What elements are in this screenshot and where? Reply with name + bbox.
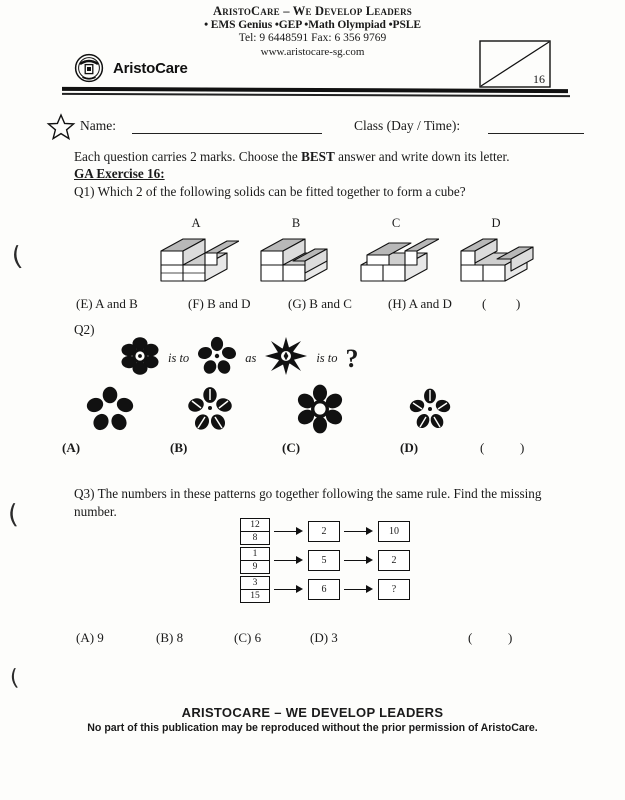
q3-option-b[interactable]: (B) 8 — [156, 630, 184, 645]
figure-letter: C — [391, 216, 401, 230]
figure-letter: D — [491, 216, 501, 230]
q2-option-a[interactable]: (A) — [62, 440, 81, 455]
pattern-input-stack — [240, 576, 270, 603]
pattern-bottom-value: 15 — [250, 590, 260, 601]
class-input-blank[interactable] — [488, 133, 584, 134]
brand-lockup — [74, 53, 188, 83]
pattern-top-value: 12 — [241, 519, 269, 532]
isometric-cube-solid-b — [248, 231, 344, 294]
scan-artifact-mark: ( — [8, 665, 20, 692]
pattern-middle-value: 6 — [308, 579, 340, 600]
figure-letter: B — [291, 216, 301, 230]
solid-figure-d — [448, 216, 544, 294]
question-3-prompt: Q3) The numbers in these patterns go together following the same rule. Find the missing number. — [74, 486, 542, 519]
page-footer — [0, 705, 625, 734]
arrow-right-icon — [270, 554, 308, 566]
flower-five-plain-petal-icon[interactable] — [84, 384, 136, 439]
solid-figure-b — [248, 216, 344, 294]
pattern-result-value: 2 — [378, 550, 410, 571]
q2-answer-open-paren: ( — [480, 440, 485, 455]
student-info-row — [46, 116, 586, 142]
q1-answer-open-paren: ( — [482, 296, 487, 311]
q3-option-d[interactable]: (D) 3 — [310, 630, 338, 645]
q1-option-h[interactable]: (H) A and D — [388, 296, 452, 311]
pattern-missing-value: ? — [378, 579, 410, 600]
name-label: Name: — [80, 118, 116, 133]
isometric-cube-solid-c — [348, 231, 444, 294]
org-title: AristoCare – We Develop Leaders — [212, 4, 412, 18]
pattern-top-value: 1 — [241, 548, 269, 561]
class-label: Class (Day / Time): — [354, 118, 461, 133]
arrow-right-icon — [340, 583, 378, 595]
page-number-box — [479, 40, 551, 88]
pattern-middle-value: 5 — [308, 550, 340, 571]
instructions-bold-word: BEST — [301, 149, 335, 164]
analogy-question-mark: ? — [345, 343, 359, 373]
star-icon — [46, 112, 76, 147]
q1-option-f[interactable]: (F) B and D — [188, 296, 251, 311]
analogy-connector-3: is to — [316, 351, 338, 365]
brand-name: AristoCare — [113, 59, 188, 77]
question-1-prompt: Q1) Which 2 of the following solids can be fitted together to form a cube? — [74, 184, 466, 199]
q2-option-b[interactable]: (B) — [170, 440, 188, 455]
instructions-prefix: Each question carries 2 marks. Choose the — [74, 149, 302, 164]
pattern-result-value: 10 — [378, 521, 410, 542]
figure-letter: A — [191, 216, 201, 230]
arrow-right-icon — [340, 554, 378, 566]
q2-option-c[interactable]: (C) — [282, 440, 301, 455]
scan-artifact-mark: ( — [9, 241, 25, 273]
instructions-line — [74, 149, 510, 165]
pattern-row — [240, 575, 410, 603]
question-1-figures — [148, 216, 548, 288]
footer-title: ARISTOCARE – WE DEVELOP LEADERS — [181, 705, 444, 720]
q1-answer-close-paren: ) — [516, 296, 521, 311]
flower-six-pointed-petal-icon[interactable] — [294, 384, 346, 439]
isometric-cube-solid-d — [448, 231, 544, 294]
pattern-row — [240, 517, 410, 545]
pattern-bottom-value: 8 — [252, 532, 258, 543]
pattern-top-value: 3 — [241, 577, 269, 590]
isometric-cube-solid-a — [148, 231, 244, 294]
analogy-connector-2: as — [245, 351, 257, 365]
question-2-choice-figures — [62, 384, 542, 436]
pattern-bottom-value: 9 — [252, 561, 258, 572]
instructions-suffix: answer and write down its letter. — [334, 149, 510, 164]
q3-answer-open-paren: ( — [468, 630, 473, 645]
arrow-right-icon — [340, 525, 378, 537]
footer-copyright-note: No part of this publication may be reproduced without the prior permission of AristoCare. — [87, 722, 538, 734]
arrow-right-icon — [270, 525, 308, 537]
flower-eight-petal-starburst-icon — [264, 336, 308, 381]
q2-answer-close-paren: ) — [520, 440, 525, 455]
flower-five-veined-small-petal-icon[interactable] — [404, 384, 456, 439]
programs-line: • EMS Genius •GEP •Math Olympiad •PSLE — [204, 18, 421, 31]
solid-figure-c — [348, 216, 444, 294]
name-input-blank[interactable] — [132, 133, 322, 134]
header-rule-thick — [62, 87, 568, 93]
pattern-input-stack — [240, 547, 270, 574]
q3-answer-close-paren: ) — [508, 630, 513, 645]
website-line: www.aristocare-sg.com — [260, 45, 365, 58]
flower-six-petal-round-icon — [120, 336, 160, 381]
question-3-pattern-diagram — [240, 517, 410, 604]
pattern-row — [240, 546, 410, 574]
exercise-title: GA Exercise 16: — [74, 166, 165, 181]
pattern-input-stack — [240, 518, 270, 545]
page-number: 16 — [533, 72, 545, 86]
scan-artifact-mark: ( — [6, 499, 20, 531]
contact-line: Tel: 9 6448591 Fax: 6 356 9769 — [238, 32, 387, 45]
q2-option-d[interactable]: (D) — [400, 440, 419, 455]
header-rule-thin — [62, 93, 570, 97]
aristocare-circular-logo-icon — [74, 53, 104, 83]
q1-option-e[interactable]: (E) A and B — [76, 296, 138, 311]
flower-five-petal-icon — [197, 336, 237, 381]
question-2-analogy — [120, 336, 359, 381]
arrow-right-icon — [270, 583, 308, 595]
analogy-connector-1: is to — [168, 351, 190, 365]
q1-option-g[interactable]: (G) B and C — [288, 296, 352, 311]
pattern-middle-value: 2 — [308, 521, 340, 542]
flower-five-veined-petal-icon[interactable] — [184, 384, 236, 439]
q3-option-a[interactable]: (A) 9 — [76, 630, 104, 645]
q3-option-c[interactable]: (C) 6 — [234, 630, 262, 645]
question-2-prompt: Q2) — [74, 322, 95, 337]
solid-figure-a — [148, 216, 244, 294]
